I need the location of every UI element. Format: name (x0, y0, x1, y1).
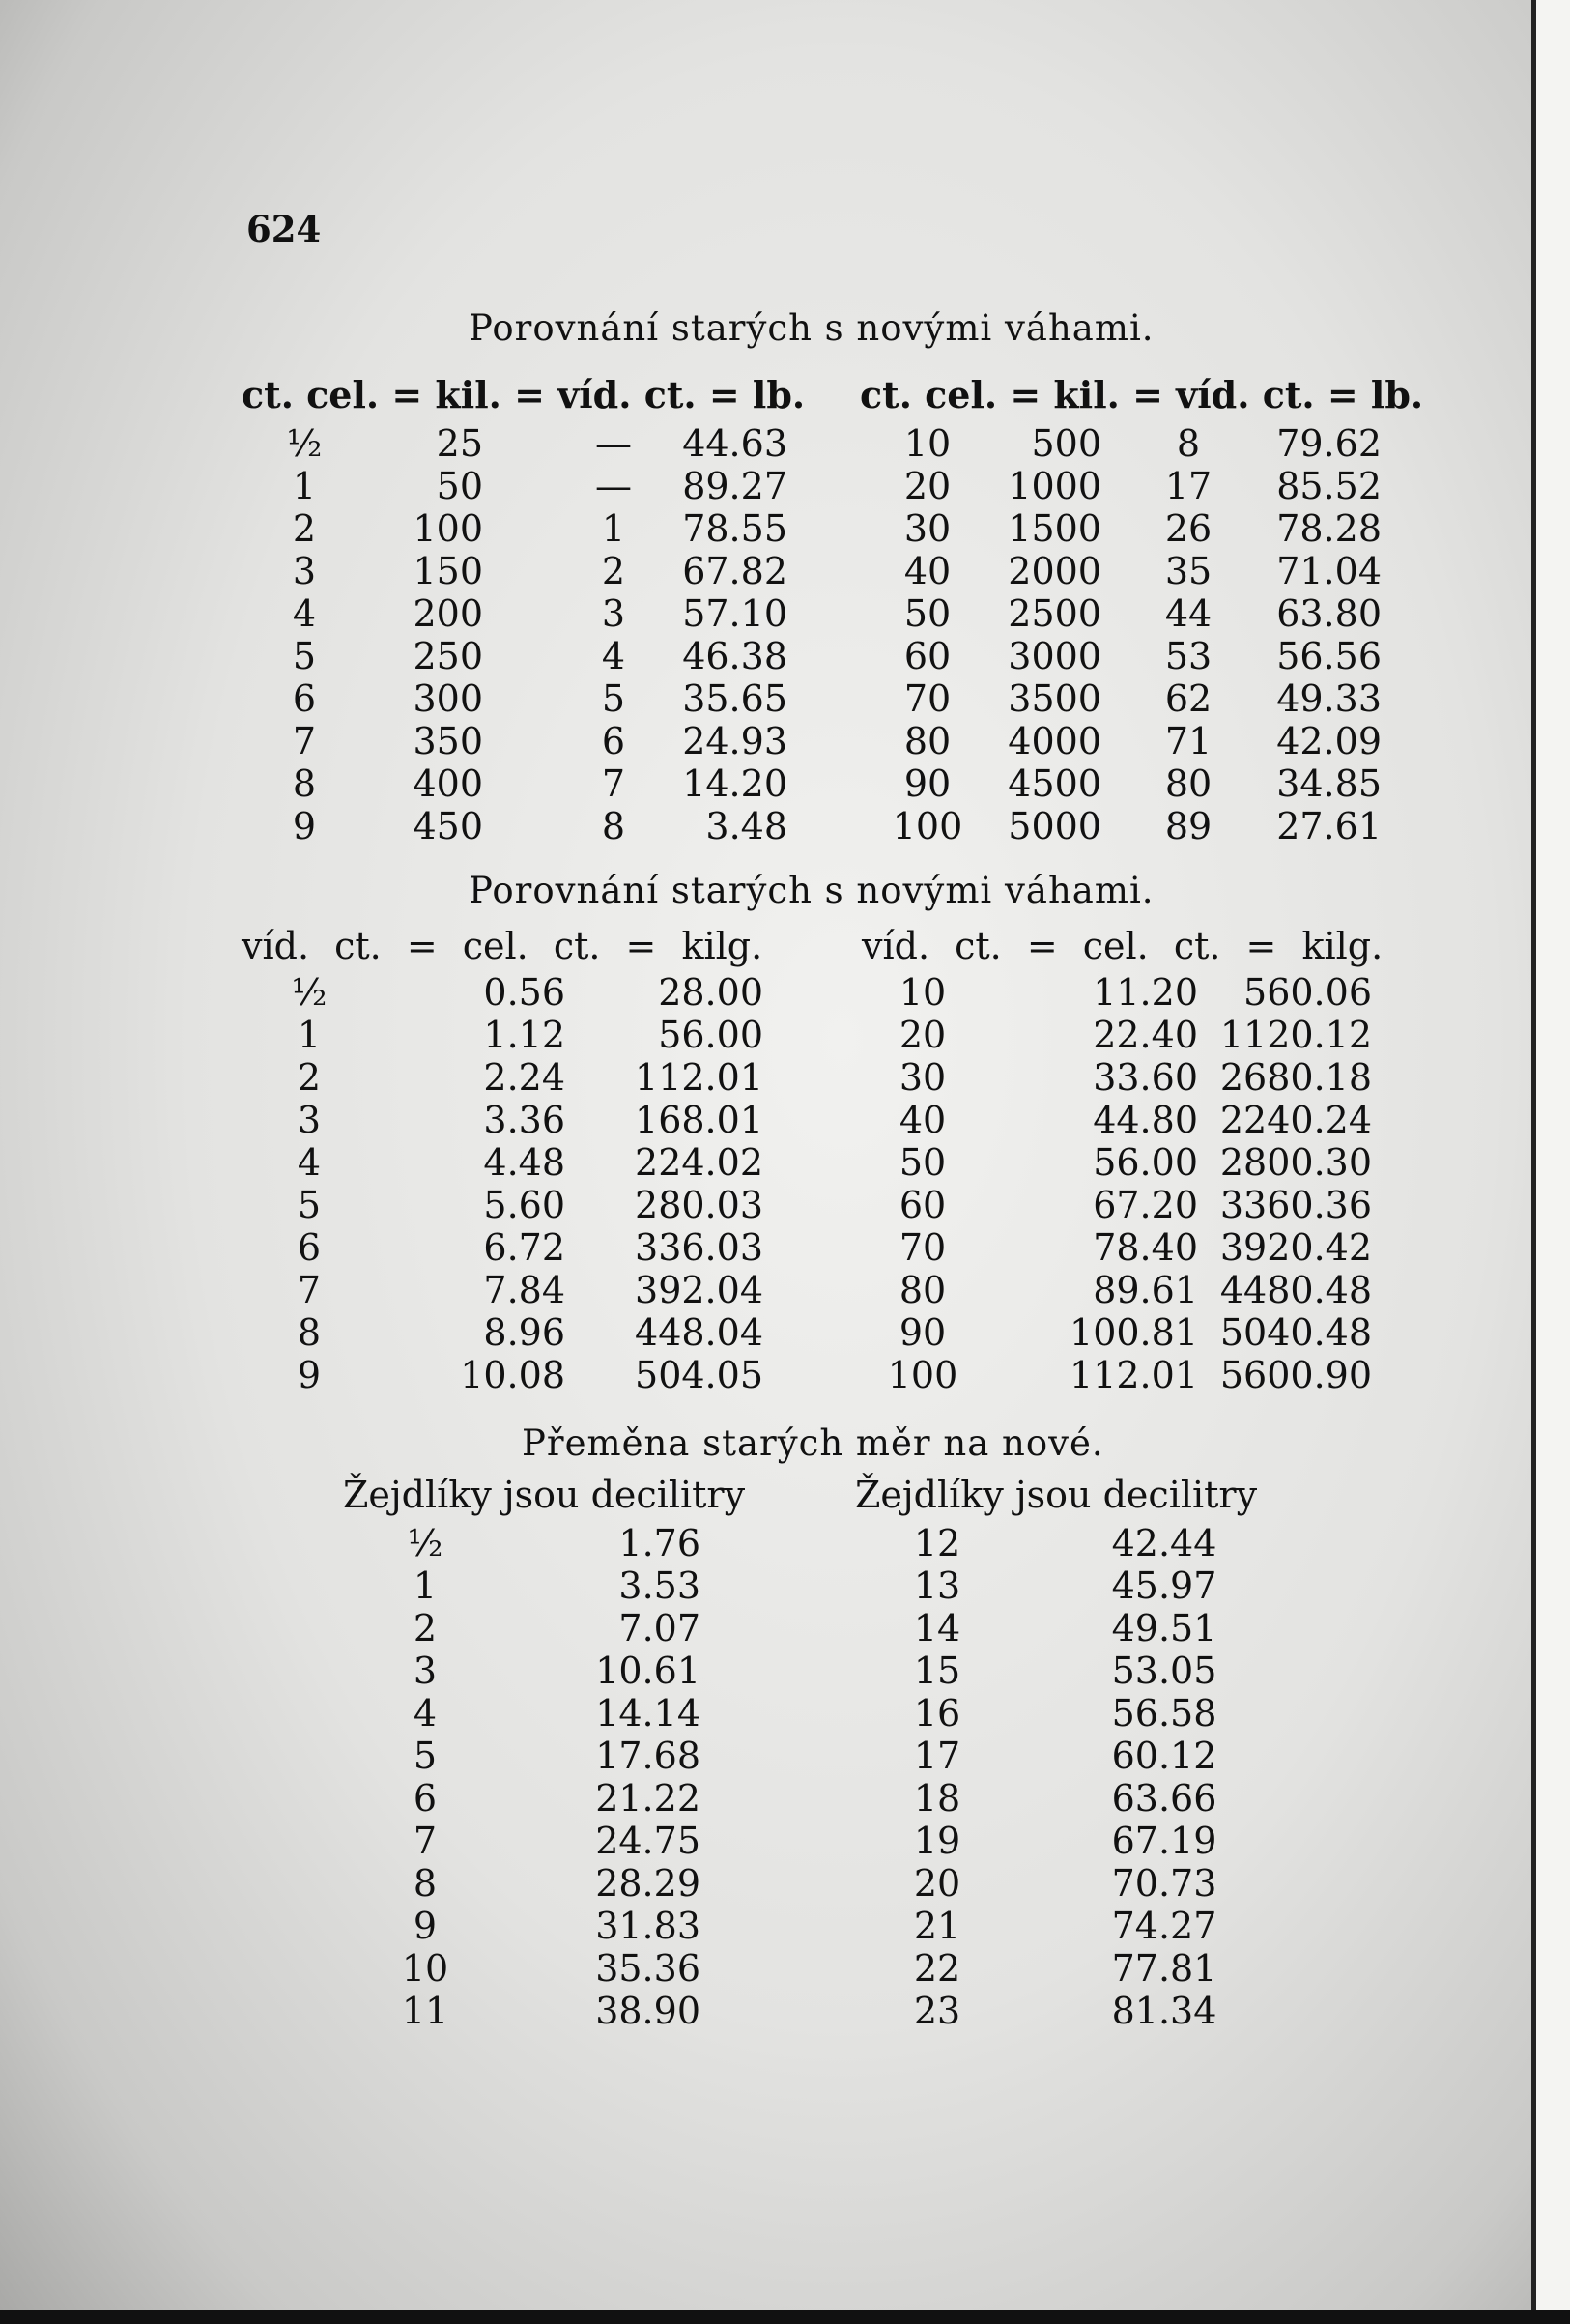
section3-left-row-0-col-1: 1.76 (618, 1522, 700, 1564)
section1-left-row-0-col-1: 25 (436, 422, 483, 465)
section2-left-row-9-col-2: 504.05 (635, 1354, 763, 1396)
section1-left-row-8-col-0: 8 (292, 762, 317, 805)
section3-right-row-9-col-1: 74.27 (1111, 1905, 1217, 1947)
section2-left-row-0-col-0: ½ (291, 971, 328, 1014)
section2-right-row-2-col-0: 30 (899, 1056, 947, 1099)
section3-left-row-1-col-1: 3.53 (618, 1564, 700, 1607)
section3-right-row-10-col-1: 77.81 (1111, 1947, 1217, 1990)
section3-right-row-1-col-0: 13 (913, 1564, 961, 1607)
section1-left-row-6-col-2: 5 (601, 677, 626, 720)
section3-left-row-1-col-0: 1 (413, 1564, 438, 1607)
section3-left-row-10-col-0: 10 (401, 1947, 449, 1990)
section1-right-row-0-col-3: 79.62 (1276, 422, 1382, 465)
section1-right-row-8-col-1: 4500 (1008, 762, 1101, 805)
section3-right-row-6-col-1: 63.66 (1111, 1777, 1217, 1820)
section3-left-row-5-col-0: 5 (413, 1735, 438, 1777)
section3-left-row-2-col-1: 7.07 (618, 1607, 700, 1650)
section1-right-row-7-col-1: 4000 (1008, 720, 1101, 762)
section1-left-row-2-col-2: 1 (601, 507, 626, 550)
section2-left-row-9-col-1: 10.08 (460, 1354, 565, 1396)
section1-right-row-4-col-2: 44 (1164, 592, 1213, 635)
section1-left-row-1-col-0: 1 (292, 465, 317, 507)
section3-right-row-2-col-1: 49.51 (1111, 1607, 1217, 1650)
section2-right-row-0-col-1: 11.20 (1093, 971, 1198, 1014)
section3-right-row-11-col-1: 81.34 (1111, 1990, 1217, 2032)
section1-right-row-9-col-3: 27.61 (1276, 805, 1382, 847)
section2-right-row-8-col-1: 100.81 (1070, 1311, 1198, 1354)
section2-left-row-4-col-1: 4.48 (483, 1141, 565, 1184)
section2-right-row-3-col-1: 44.80 (1093, 1099, 1198, 1141)
section3-right-row-10-col-0: 22 (913, 1947, 961, 1990)
section1-left-row-1-col-3: 89.27 (682, 465, 787, 507)
section2-left-row-2-col-1: 2.24 (483, 1056, 565, 1099)
section3-right-row-3-col-1: 53.05 (1111, 1650, 1217, 1692)
section3-right-row-4-col-0: 16 (913, 1692, 961, 1735)
section3-left-row-9-col-0: 9 (413, 1905, 438, 1947)
section2-right-row-0-col-0: 10 (899, 971, 947, 1014)
section1-left-row-2-col-1: 100 (413, 507, 483, 550)
section1-right-row-1-col-1: 1000 (1008, 465, 1101, 507)
section2-title: Porovnání starých s novými váhami. (469, 870, 1155, 911)
section1-left-row-0-col-0: ½ (286, 422, 323, 465)
section1-right-row-5-col-3: 56.56 (1276, 635, 1382, 677)
section3-right-row-9-col-0: 21 (913, 1905, 961, 1947)
section2-left-row-8-col-0: 8 (297, 1311, 322, 1354)
section2-left-row-6-col-1: 6.72 (483, 1226, 565, 1269)
page-edge-bottom (0, 2310, 1570, 2324)
section2-left-row-7-col-2: 392.04 (635, 1269, 763, 1311)
section1-left-row-0-col-3: 44.63 (682, 422, 787, 465)
section3-left-row-11-col-1: 38.90 (595, 1990, 700, 2032)
section3-right-row-3-col-0: 15 (913, 1650, 961, 1692)
section2-right-row-7-col-0: 80 (899, 1269, 947, 1311)
section2-left-row-7-col-1: 7.84 (483, 1269, 565, 1311)
section2-left-row-1-col-0: 1 (297, 1014, 322, 1056)
section2-left-row-1-col-2: 56.00 (658, 1014, 763, 1056)
section1-right-row-9-col-2: 89 (1164, 805, 1213, 847)
section1-right-row-9-col-1: 5000 (1008, 805, 1101, 847)
section2-left-row-8-col-2: 448.04 (635, 1311, 763, 1354)
section3-left-row-3-col-0: 3 (413, 1650, 438, 1692)
section1-right-row-2-col-2: 26 (1164, 507, 1213, 550)
section2-right-row-6-col-2: 3920.42 (1219, 1226, 1372, 1269)
section2-left-row-2-col-2: 112.01 (635, 1056, 763, 1099)
section1-right-row-7-col-3: 42.09 (1276, 720, 1382, 762)
section1-left-row-3-col-2: 2 (601, 550, 626, 592)
section1-left-row-5-col-0: 5 (292, 635, 317, 677)
section1-right-row-1-col-2: 17 (1164, 465, 1213, 507)
section3-title: Přeměna starých měr na nové. (522, 1422, 1104, 1464)
section2-left-row-8-col-1: 8.96 (483, 1311, 565, 1354)
section2-left-row-3-col-1: 3.36 (483, 1099, 565, 1141)
section2-left-row-6-col-2: 336.03 (635, 1226, 763, 1269)
section1-left-row-8-col-2: 7 (601, 762, 626, 805)
section2-header-left: víd. ct. = cel. ct. = kilg. (242, 925, 763, 967)
section1-right-row-9-col-0: 100 (892, 805, 963, 847)
section3-right-row-7-col-1: 67.19 (1111, 1820, 1217, 1862)
section2-left-row-4-col-0: 4 (297, 1141, 322, 1184)
section3-left-row-7-col-0: 7 (413, 1820, 438, 1862)
section2-right-row-5-col-0: 60 (899, 1184, 947, 1226)
section1-left-row-6-col-1: 300 (413, 677, 483, 720)
page-edge-right (1531, 0, 1570, 2324)
section2-left-row-1-col-1: 1.12 (483, 1014, 565, 1056)
section3-right-row-4-col-1: 56.58 (1111, 1692, 1217, 1735)
section2-right-row-9-col-2: 5600.90 (1219, 1354, 1372, 1396)
section2-right-row-1-col-1: 22.40 (1093, 1014, 1198, 1056)
section3-left-row-11-col-0: 11 (401, 1990, 449, 2032)
section3-right-row-0-col-0: 12 (913, 1522, 961, 1564)
section1-right-row-3-col-0: 40 (903, 550, 952, 592)
section1-left-row-8-col-3: 14.20 (682, 762, 787, 805)
section1-right-row-6-col-2: 62 (1164, 677, 1213, 720)
section1-right-row-4-col-0: 50 (903, 592, 952, 635)
section1-left-row-4-col-2: 3 (601, 592, 626, 635)
section1-left-row-2-col-0: 2 (292, 507, 317, 550)
section2-right-row-4-col-0: 50 (899, 1141, 947, 1184)
section1-right-row-5-col-0: 60 (903, 635, 952, 677)
section3-right-row-0-col-1: 42.44 (1111, 1522, 1217, 1564)
section1-right-row-5-col-2: 53 (1164, 635, 1213, 677)
section2-left-row-3-col-2: 168.01 (635, 1099, 763, 1141)
section3-left-row-2-col-0: 2 (413, 1607, 438, 1650)
section2-left-row-0-col-2: 28.00 (658, 971, 763, 1014)
section1-left-row-9-col-2: 8 (601, 805, 626, 847)
section1-left-row-5-col-1: 250 (413, 635, 483, 677)
section1-left-row-3-col-3: 67.82 (682, 550, 787, 592)
page-number: 624 (246, 208, 322, 250)
section2-left-row-2-col-0: 2 (297, 1056, 322, 1099)
section1-left-row-2-col-3: 78.55 (682, 507, 787, 550)
section1-right-row-3-col-1: 2000 (1008, 550, 1101, 592)
section1-right-row-2-col-0: 30 (903, 507, 952, 550)
section1-left-row-1-col-1: 50 (436, 465, 483, 507)
section3-right-row-11-col-0: 23 (913, 1990, 961, 2032)
section2-right-row-8-col-0: 90 (899, 1311, 947, 1354)
section3-right-row-1-col-1: 45.97 (1111, 1564, 1217, 1607)
section2-left-row-9-col-0: 9 (297, 1354, 322, 1396)
section3-right-row-5-col-0: 17 (913, 1735, 961, 1777)
section1-right-row-2-col-3: 78.28 (1276, 507, 1382, 550)
section1-left-row-4-col-3: 57.10 (682, 592, 787, 635)
section1-left-row-1-col-2: — (595, 465, 632, 507)
section1-header-right: ct. cel. = kil. = víd. ct. = lb. (860, 373, 1424, 416)
section1-left-row-0-col-2: — (595, 422, 632, 465)
section2-left-row-5-col-1: 5.60 (483, 1184, 565, 1226)
section3-left-row-9-col-1: 31.83 (595, 1905, 700, 1947)
section3-left-row-4-col-0: 4 (413, 1692, 438, 1735)
section3-right-row-5-col-1: 60.12 (1111, 1735, 1217, 1777)
section1-right-row-7-col-0: 80 (903, 720, 952, 762)
section1-left-row-6-col-3: 35.65 (682, 677, 787, 720)
section1-right-row-6-col-1: 3500 (1008, 677, 1101, 720)
section1-right-row-3-col-2: 35 (1164, 550, 1213, 592)
section1-left-row-9-col-0: 9 (292, 805, 317, 847)
section2-left-row-4-col-2: 224.02 (635, 1141, 763, 1184)
section1-title: Porovnání starých s novými váhami. (469, 307, 1155, 349)
section3-left-row-6-col-0: 6 (413, 1777, 438, 1820)
section1-left-row-7-col-3: 24.93 (682, 720, 787, 762)
section1-right-row-5-col-1: 3000 (1008, 635, 1101, 677)
section3-left-row-4-col-1: 14.14 (595, 1692, 700, 1735)
section3-right-row-6-col-0: 18 (913, 1777, 961, 1820)
section3-left-row-7-col-1: 24.75 (595, 1820, 700, 1862)
section2-right-row-9-col-0: 100 (887, 1354, 958, 1396)
section2-right-row-1-col-2: 1120.12 (1219, 1014, 1372, 1056)
section1-left-row-7-col-0: 7 (292, 720, 317, 762)
section3-left-row-3-col-1: 10.61 (595, 1650, 700, 1692)
section1-right-row-0-col-1: 500 (1031, 422, 1101, 465)
section2-left-row-5-col-2: 280.03 (635, 1184, 763, 1226)
section1-left-row-7-col-2: 6 (601, 720, 626, 762)
section1-right-row-8-col-0: 90 (903, 762, 952, 805)
section3-left-row-5-col-1: 17.68 (595, 1735, 700, 1777)
section1-right-row-4-col-1: 2500 (1008, 592, 1101, 635)
section2-right-row-6-col-0: 70 (899, 1226, 947, 1269)
section1-right-row-6-col-0: 70 (903, 677, 952, 720)
section1-left-row-4-col-0: 4 (292, 592, 317, 635)
section2-right-row-7-col-1: 89.61 (1093, 1269, 1198, 1311)
section2-right-row-0-col-2: 560.06 (1243, 971, 1372, 1014)
section2-right-row-2-col-1: 33.60 (1093, 1056, 1198, 1099)
section3-left-row-6-col-1: 21.22 (595, 1777, 700, 1820)
section2-right-row-3-col-0: 40 (899, 1099, 947, 1141)
section1-left-row-6-col-0: 6 (292, 677, 317, 720)
section2-left-row-0-col-1: 0.56 (483, 971, 565, 1014)
section1-right-row-2-col-1: 1500 (1008, 507, 1101, 550)
section1-right-row-8-col-3: 34.85 (1276, 762, 1382, 805)
section1-right-row-0-col-0: 10 (903, 422, 952, 465)
section3-left-row-10-col-1: 35.36 (595, 1947, 700, 1990)
section1-right-row-8-col-2: 80 (1164, 762, 1213, 805)
section2-right-row-4-col-1: 56.00 (1093, 1141, 1198, 1184)
section1-left-row-9-col-3: 3.48 (705, 805, 787, 847)
section2-right-row-5-col-1: 67.20 (1093, 1184, 1198, 1226)
section3-header-left: Žejdlíky jsou decilitry (343, 1474, 746, 1516)
section2-right-row-3-col-2: 2240.24 (1219, 1099, 1372, 1141)
section2-right-row-9-col-1: 112.01 (1070, 1354, 1198, 1396)
section2-right-row-1-col-0: 20 (899, 1014, 947, 1056)
section1-header-left: ct. cel. = kil. = víd. ct. = lb. (242, 373, 806, 416)
section1-left-row-9-col-1: 450 (413, 805, 483, 847)
section1-left-row-4-col-1: 200 (413, 592, 483, 635)
section1-right-row-0-col-2: 8 (1176, 422, 1201, 465)
section3-left-row-0-col-0: ½ (407, 1522, 443, 1564)
section3-header-right: Žejdlíky jsou decilitry (855, 1474, 1258, 1516)
section2-left-row-3-col-0: 3 (297, 1099, 322, 1141)
section1-left-row-7-col-1: 350 (413, 720, 483, 762)
section1-right-row-6-col-3: 49.33 (1276, 677, 1382, 720)
section1-right-row-4-col-3: 63.80 (1276, 592, 1382, 635)
section1-right-row-1-col-3: 85.52 (1276, 465, 1382, 507)
section1-left-row-3-col-0: 3 (292, 550, 317, 592)
section2-left-row-6-col-0: 6 (297, 1226, 322, 1269)
section1-left-row-3-col-1: 150 (413, 550, 483, 592)
section1-left-row-5-col-3: 46.38 (682, 635, 787, 677)
section2-right-row-6-col-1: 78.40 (1093, 1226, 1198, 1269)
section3-left-row-8-col-1: 28.29 (595, 1862, 700, 1905)
section2-left-row-7-col-0: 7 (297, 1269, 322, 1311)
section3-right-row-7-col-0: 19 (913, 1820, 961, 1862)
section3-left-row-8-col-0: 8 (413, 1862, 438, 1905)
section1-right-row-7-col-2: 71 (1164, 720, 1213, 762)
section2-right-row-5-col-2: 3360.36 (1219, 1184, 1372, 1226)
section3-right-row-8-col-0: 20 (913, 1862, 961, 1905)
section2-right-row-4-col-2: 2800.30 (1219, 1141, 1372, 1184)
section2-right-row-8-col-2: 5040.48 (1219, 1311, 1372, 1354)
section2-right-row-2-col-2: 2680.18 (1219, 1056, 1372, 1099)
section2-left-row-5-col-0: 5 (297, 1184, 322, 1226)
section1-left-row-5-col-2: 4 (601, 635, 626, 677)
section1-left-row-8-col-1: 400 (413, 762, 483, 805)
section3-right-row-8-col-1: 70.73 (1111, 1862, 1217, 1905)
section1-right-row-3-col-3: 71.04 (1276, 550, 1382, 592)
section2-header-right: víd. ct. = cel. ct. = kilg. (862, 925, 1384, 967)
section2-right-row-7-col-2: 4480.48 (1219, 1269, 1372, 1311)
section1-right-row-1-col-0: 20 (903, 465, 952, 507)
section3-right-row-2-col-0: 14 (913, 1607, 961, 1650)
